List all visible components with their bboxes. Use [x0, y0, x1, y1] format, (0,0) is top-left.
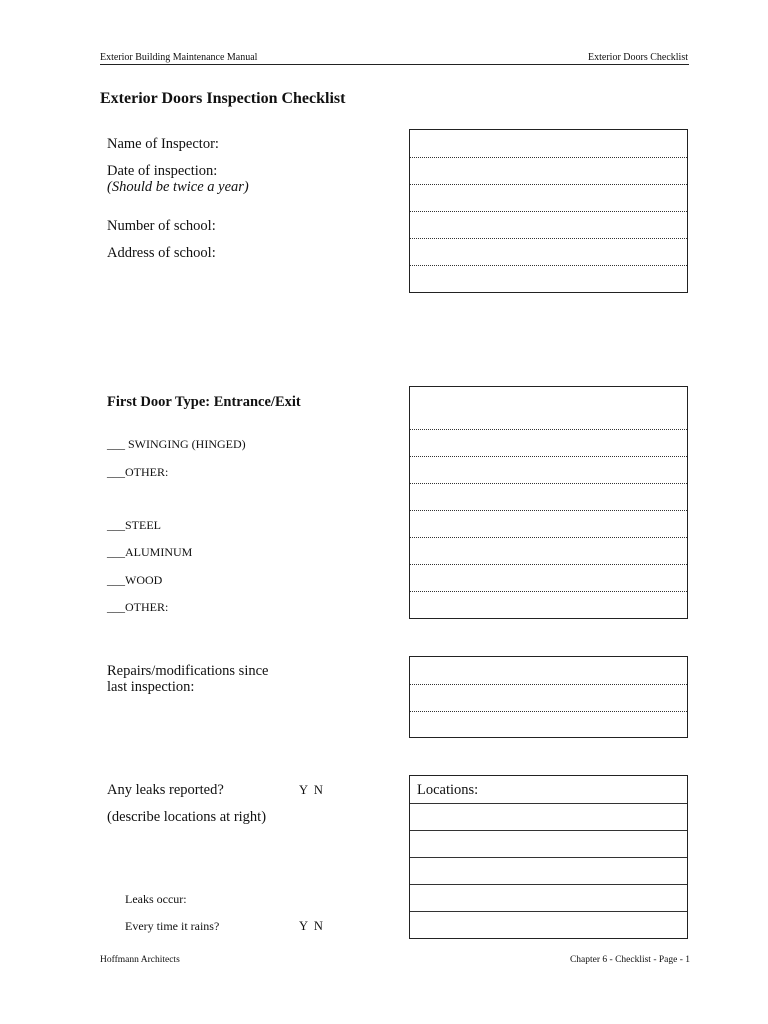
door-type-box: [409, 386, 688, 619]
date-label: Date of inspection:: [107, 163, 218, 179]
door-type-row[interactable]: [410, 511, 687, 538]
locations-row[interactable]: [410, 912, 687, 938]
date-note-field[interactable]: [410, 185, 687, 212]
door-type-row[interactable]: [410, 387, 687, 430]
school-number-label: Number of school:: [107, 218, 216, 234]
school-address-field-2[interactable]: [410, 266, 687, 292]
school-address-label: Address of school:: [107, 245, 216, 261]
door-type-row[interactable]: [410, 484, 687, 511]
option-steel[interactable]: ___STEEL: [107, 518, 161, 532]
option-wood[interactable]: ___WOOD: [107, 573, 163, 587]
date-note: (Should be twice a year): [107, 179, 249, 195]
option-material-other[interactable]: ___OTHER:: [107, 600, 169, 614]
repairs-row[interactable]: [410, 685, 687, 712]
inspector-label: Name of Inspector:: [107, 136, 219, 152]
header-rule: [100, 64, 689, 65]
locations-row[interactable]: [410, 885, 687, 912]
locations-row[interactable]: [410, 858, 687, 885]
locations-label: Locations:: [417, 782, 479, 798]
date-field[interactable]: [410, 158, 687, 185]
door-type-row[interactable]: [410, 592, 687, 618]
leaks-describe: (describe locations at right): [107, 809, 267, 825]
door-type-row[interactable]: [410, 430, 687, 457]
school-address-field[interactable]: [410, 239, 687, 266]
option-type-other[interactable]: ___OTHER:: [107, 465, 169, 479]
leaks-yes-no[interactable]: Y N: [299, 783, 323, 797]
door-type-row[interactable]: [410, 457, 687, 484]
every-rain-label: Every time it rains?: [125, 919, 220, 933]
option-aluminum[interactable]: ___ALUMINUM: [107, 545, 193, 559]
repairs-row[interactable]: [410, 712, 687, 737]
page-title: Exterior Doors Inspection Checklist: [100, 90, 346, 107]
every-rain-yes-no[interactable]: Y N: [299, 919, 323, 933]
header-right: Exterior Doors Checklist: [588, 52, 688, 63]
footer-right: Chapter 6 - Checklist - Page - 1: [569, 955, 690, 965]
door-type-row[interactable]: [410, 565, 687, 592]
option-swinging[interactable]: ___ SWINGING (HINGED): [107, 437, 246, 451]
locations-row[interactable]: [410, 831, 687, 858]
leaks-question: Any leaks reported?: [107, 782, 224, 798]
inspector-field[interactable]: [410, 130, 687, 158]
locations-box: [409, 775, 688, 939]
header-left: Exterior Building Maintenance Manual: [100, 52, 258, 63]
repairs-row[interactable]: [410, 657, 687, 685]
locations-row[interactable]: [410, 804, 687, 831]
footer-left: Hoffmann Architects: [100, 955, 180, 965]
repairs-label-line2: last inspection:: [107, 679, 195, 695]
repairs-label-line1: Repairs/modifications since: [107, 663, 269, 679]
door-type-row[interactable]: [410, 538, 687, 565]
repairs-box: [409, 656, 688, 738]
school-number-field[interactable]: [410, 212, 687, 239]
general-info-box: [409, 129, 688, 293]
door-section-heading: First Door Type: Entrance/Exit: [107, 394, 301, 410]
locations-header-row: [410, 776, 687, 804]
leaks-occur-label: Leaks occur:: [125, 892, 187, 906]
